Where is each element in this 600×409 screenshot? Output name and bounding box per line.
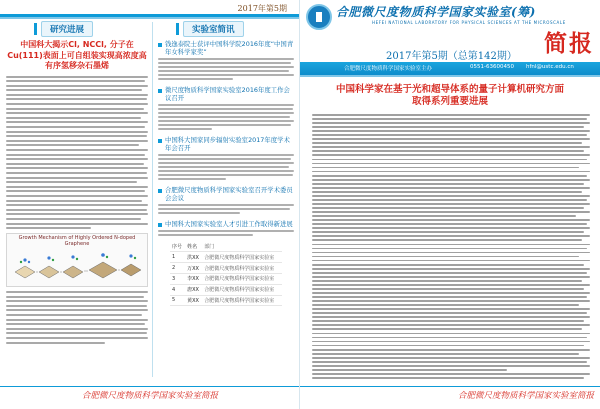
table-row — [170, 295, 282, 306]
feature-title-line-2: 取得系列重要进展 — [411, 96, 488, 107]
section-title-research: 研究进展 — [41, 21, 93, 37]
news-item — [158, 220, 294, 236]
table-cell: 姓名 — [185, 242, 202, 252]
section-header-research — [34, 22, 93, 36]
table-cell: 合肥微尺度物质科学国家实验室 — [202, 284, 282, 295]
news-title: 钱逸泰院士获评中国科学院2016年度“中国青年女科学家奖” — [165, 40, 294, 56]
table-cell: 合肥微尺度物质科学国家实验室 — [202, 273, 282, 284]
research-column — [6, 40, 148, 346]
table-row — [170, 242, 282, 252]
news-title: 合肥微尺度物质科学国家实验室召开学术委员会会议 — [165, 185, 293, 202]
table-cell: 1 — [170, 252, 185, 263]
org-name-en: HEFEI NATIONAL LABORATORY FOR PHYSICAL SCIENCES AT THE MICROSCALE — [372, 20, 566, 25]
news-item — [158, 136, 294, 180]
table-cell: 唐XX — [185, 284, 202, 295]
table-cell: 合肥微尺度物质科学国家实验室 — [202, 295, 282, 306]
feature-title-line-1: 中国科学家在基于光和超导体系的量子计算机研究方面 — [335, 84, 564, 95]
table-cell: 万XX — [185, 263, 202, 274]
news-title: 中国科大国家实验室人才引进工作取得新进展 — [165, 219, 293, 228]
table-cell: 李XX — [185, 273, 202, 284]
bullet-square-icon — [158, 43, 162, 47]
feature-title — [300, 84, 600, 108]
band-organizer: 合肥微尺度物质科学国家实验室主办 — [344, 66, 433, 72]
bullet-square-icon — [158, 189, 162, 193]
research-body-text-2 — [6, 291, 148, 344]
issue-label-left: 2017年第5期 — [237, 4, 287, 13]
section-bar-icon — [34, 23, 37, 35]
column-divider — [152, 22, 153, 377]
feature-body-text — [312, 114, 590, 381]
research-body-text — [6, 76, 148, 230]
news-item — [158, 186, 294, 214]
table-cell: 序号 — [170, 242, 185, 252]
figure-caption: Growth Mechanism of Highly Ordered N-doped Graphene — [18, 235, 136, 248]
table-cell: 部门 — [202, 242, 282, 252]
top-band-secondary — [0, 17, 300, 19]
news-item — [158, 40, 294, 80]
graphene-growth-diagram — [11, 242, 145, 286]
table-row — [170, 284, 282, 295]
footer-right: 合肥微尺度物质科学国家实验室简报 — [457, 391, 594, 401]
brief-title: 简报 — [544, 31, 594, 57]
table-cell: 合肥微尺度物质科学国家实验室 — [202, 252, 282, 263]
research-figure — [6, 233, 148, 287]
footer-line-right — [300, 386, 600, 387]
bullet-square-icon — [158, 89, 162, 93]
table-cell: 5 — [170, 295, 185, 306]
band-email: hfnl@ustc.edu.cn — [526, 64, 574, 70]
masthead-band-bottom — [300, 75, 600, 77]
table-cell: 合肥微尺度物质科学国家实验室 — [202, 263, 282, 274]
news-column — [158, 40, 294, 306]
news-title: 中国科大国家同步辐射实验室2017年度学术年会召开 — [165, 135, 290, 152]
table-cell: 2 — [170, 263, 185, 274]
section-header-news — [176, 22, 244, 36]
logo-emblem-icon — [306, 4, 332, 30]
masthead-band — [300, 62, 600, 75]
bullet-square-icon — [158, 223, 162, 227]
research-article-title: 中国科大揭示Cl, NCCl, 分子在Cu(111)表面上可自组装实现高浓度高有序氢移杂石墨烯 — [7, 40, 147, 70]
footer-left: 合肥微尺度物质科学国家实验室简报 — [81, 391, 218, 401]
table-cell: 黄XX — [185, 295, 202, 306]
section-bar-icon — [176, 23, 179, 35]
table-cell: 3 — [170, 273, 185, 284]
footer-line-left — [0, 386, 300, 387]
brief-title-box — [544, 30, 594, 58]
table-cell: 洪XX — [185, 252, 202, 263]
personnel-table — [170, 242, 282, 307]
table-row — [170, 263, 282, 274]
band-phone: 0551-63600450 — [470, 64, 514, 70]
table-cell: 4 — [170, 284, 185, 295]
bullet-square-icon — [158, 139, 162, 143]
issue-label-main: 2017年第5期（总第142期） — [386, 51, 517, 62]
right-page — [300, 0, 600, 409]
table-row — [170, 252, 282, 263]
news-title: 微尺度物质科学国家实验室2016年度工作会议召开 — [165, 85, 290, 102]
section-title-news: 实验室简讯 — [183, 21, 244, 37]
news-item — [158, 86, 294, 130]
table-row — [170, 273, 282, 284]
org-name: 合肥微尺度物质科学国家实验室(筹) — [336, 5, 536, 19]
